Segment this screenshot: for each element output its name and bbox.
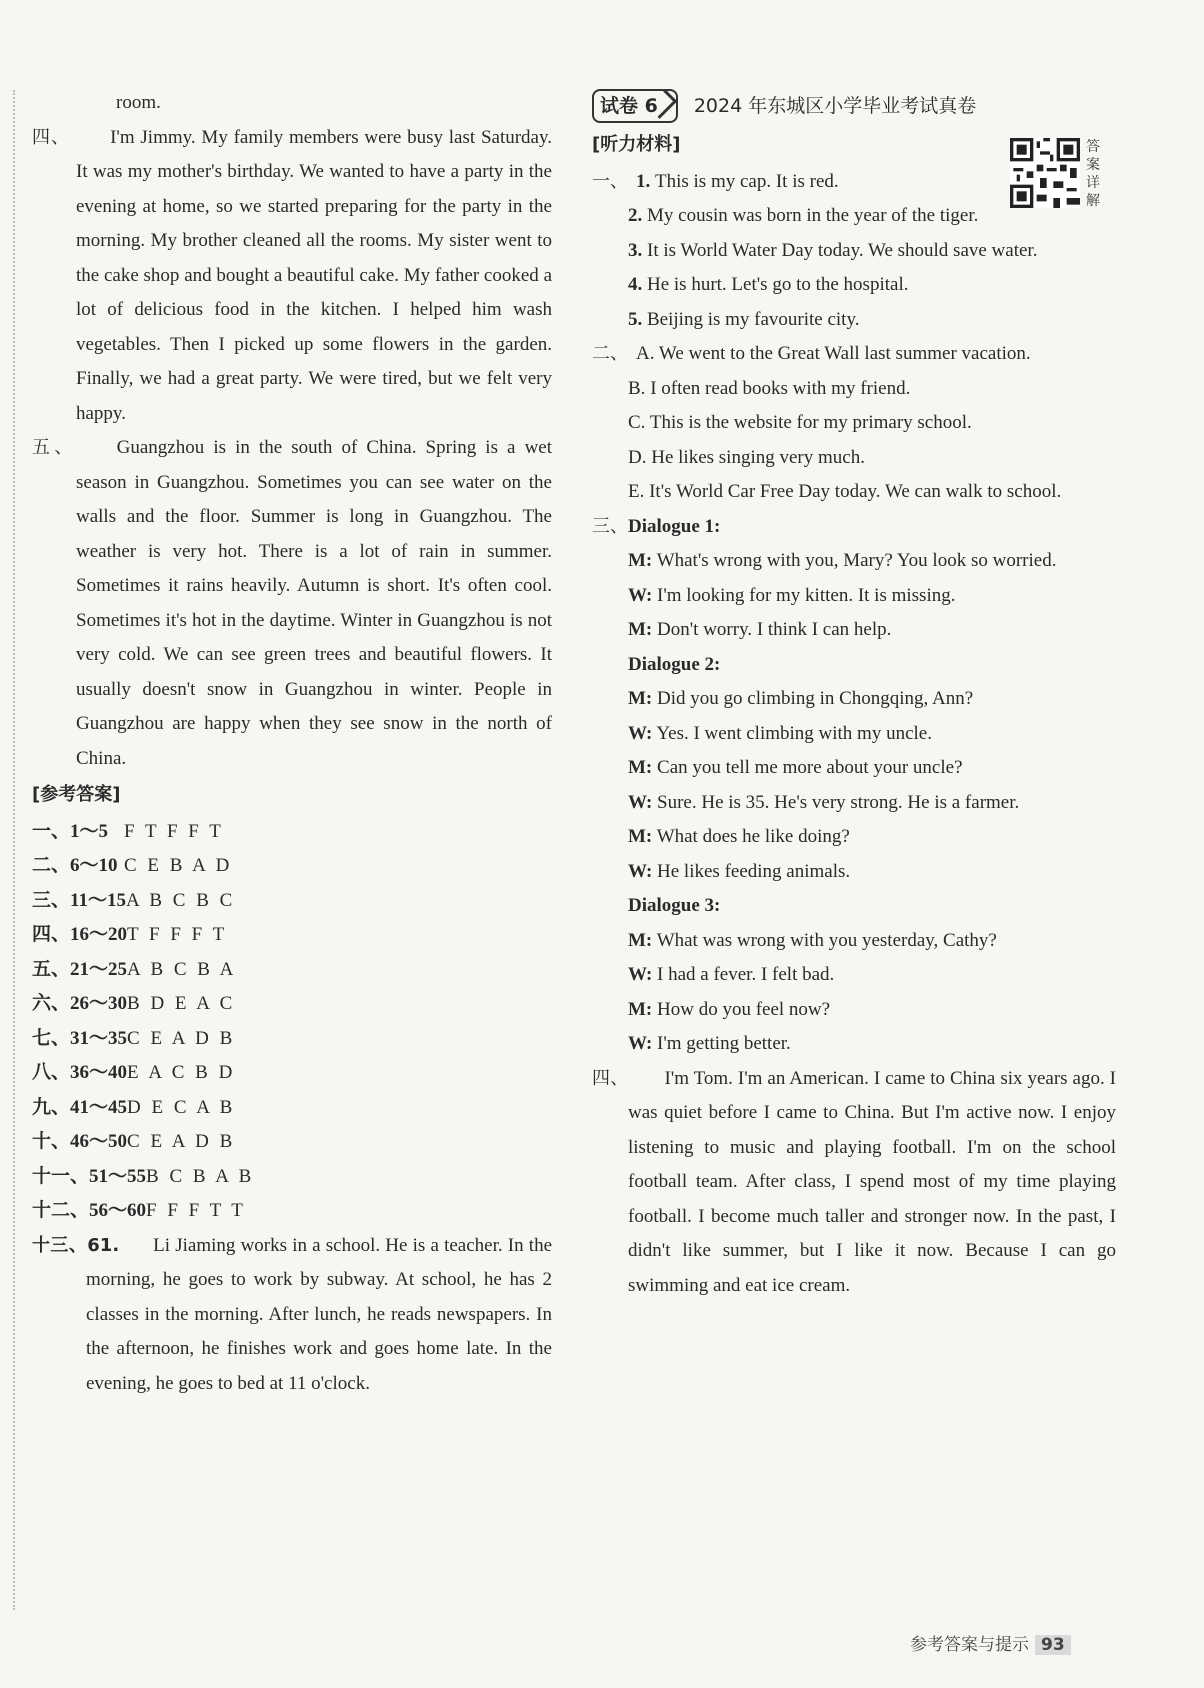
right-section-4-text: I'm Tom. I'm an American. I came to China six years ago. I was quiet before I came to China. But I'm active now. I enjoy listening to music and playing football. I'm on the school football team. After class, I spend most of my time playing football. I become much taller and stronger now. In the past, I didn't like summer, but I like it now. Because I can go swimming and eat ice cream. — [628, 1067, 1117, 1296]
answer-value: D E C A B — [127, 1096, 236, 1118]
line-text: Did you go climbing in Chongqing, Ann? — [657, 688, 974, 709]
line-text: Yes. I went climbing with my uncle. — [656, 722, 932, 744]
answer-value: F T F F T — [124, 820, 224, 842]
dialogue-line — [592, 544, 1116, 579]
item-text: We went to the Great Wall last summer vacation. — [658, 343, 1031, 364]
dialogue-line — [592, 717, 1116, 752]
speaker: W: — [628, 860, 653, 882]
dialogue-title: Dialogue 1: — [628, 515, 721, 537]
right-section-4-passage — [592, 1062, 1116, 1304]
line-text: I had a fever. I felt bad. — [657, 964, 835, 985]
dialogue-line — [592, 613, 1116, 648]
answer-range: 七、31～35 — [32, 1027, 128, 1049]
item-text: It's World Car Free Day today. We can walk to school. — [649, 481, 1062, 502]
item-text: He likes singing very much. — [651, 446, 865, 468]
line-text: Don't worry. I think I can help. — [657, 619, 892, 640]
item-number: 2. — [628, 205, 643, 226]
answer-row — [32, 849, 552, 884]
answer-row — [32, 1091, 552, 1126]
speaker: M: — [628, 757, 653, 778]
speaker: W: — [628, 584, 653, 606]
exam-header — [592, 86, 1116, 126]
listening-item — [592, 337, 1116, 372]
margin-dotted-line — [13, 90, 15, 1610]
answer-range: 六、26～30 — [32, 993, 128, 1014]
dialogue-title: Dialogue 2: — [628, 653, 721, 675]
section-4-label: 四、 — [32, 126, 71, 148]
speaker: M: — [628, 929, 653, 951]
section-4-passage — [32, 121, 552, 432]
dialogue-line — [592, 993, 1116, 1028]
answer-value: B D E A C — [127, 993, 236, 1014]
answers-list — [32, 815, 552, 1229]
right-column — [592, 86, 1116, 1303]
answer-range: 十二、56～60 — [32, 1200, 147, 1221]
speaker: W: — [628, 1033, 653, 1054]
speaker: M: — [628, 550, 653, 571]
speaker: M: — [628, 826, 653, 847]
item-letter: A. — [636, 343, 655, 364]
exam-title: 2024 年东城区小学毕业考试真卷 — [693, 94, 977, 117]
dialogue-line — [592, 682, 1116, 717]
listening-part-3 — [592, 510, 1116, 1062]
answer-row — [32, 1160, 552, 1195]
qr-code-icon[interactable] — [1010, 138, 1080, 208]
dialogue-line — [592, 579, 1116, 614]
listening-item — [592, 475, 1116, 510]
answer-value: C E A D B — [127, 1027, 236, 1049]
answer-row — [32, 1194, 552, 1229]
answer-value: B C B A B — [146, 1165, 255, 1187]
item-letter: D. — [628, 446, 647, 468]
speaker: W: — [628, 722, 653, 744]
dialogue-line — [592, 1027, 1116, 1062]
dialogue-line — [592, 786, 1116, 821]
item-letter: E. — [628, 481, 645, 502]
answer-range: 四、16～20 — [32, 924, 128, 945]
listening-part-2 — [592, 337, 1116, 510]
item-text: This is the website for my primary school. — [649, 412, 972, 433]
speaker: W: — [628, 964, 653, 985]
line-text: I'm looking for my kitten. It is missing. — [657, 584, 956, 606]
dialogue-title-row — [592, 510, 1116, 545]
part-3-label: 三、 — [592, 515, 628, 537]
answer-value: T F F F T — [127, 924, 228, 945]
item-number: 1. — [636, 170, 651, 192]
item-letter: C. — [628, 412, 646, 433]
item-text: Beijing is my favourite city. — [647, 308, 860, 330]
section-5-passage — [32, 431, 552, 776]
answer-range: 十、46～50 — [32, 1131, 128, 1152]
answer-row — [32, 987, 552, 1022]
line-text: Sure. He is 35. He's very strong. He is a farmer. — [657, 791, 1020, 813]
section-4-text: I'm Jimmy. My family members were busy last Saturday. It was my mother's birthday. We wanted to have a party in the evening at home, so we started preparing for the party in the morning. My brother cleaned all the rooms. My sister went to the cake shop and bought a beautiful cake. My father cooked a lot of delicious food in the kitchen. I helped him wash vegetables. Then I picked up some flowers in the garden. Finally, we had a great party. We were tired, but we felt very happy. — [76, 126, 553, 424]
answer-range: 二、6～10 — [32, 855, 118, 876]
footer-text: 参考答案与提示 — [910, 1635, 1029, 1655]
dialogue-line — [592, 820, 1116, 855]
answer-range: 五、21～25 — [32, 958, 128, 980]
listening-item — [592, 234, 1116, 269]
left-column — [32, 86, 552, 1401]
qr-label: 答案详解 — [1086, 139, 1100, 209]
dialogue-title: Dialogue 3: — [628, 895, 721, 916]
line-text: He likes feeding animals. — [657, 860, 851, 882]
dialogue-title-row — [592, 648, 1116, 683]
item-number: 4. — [628, 274, 643, 295]
dialogue-line — [592, 855, 1116, 890]
answer-row — [32, 815, 552, 850]
dialogue-line — [592, 751, 1116, 786]
answer-range: 九、41～45 — [32, 1096, 128, 1118]
exam-badge: 试卷 6 — [592, 89, 678, 123]
item-text: My cousin was born in the year of the tiger. — [647, 205, 979, 226]
item-number: 5. — [628, 308, 643, 330]
item-letter: B. — [628, 377, 646, 399]
listening-item — [592, 406, 1116, 441]
dialogue-line — [592, 924, 1116, 959]
section-13-label: 十三、61. — [32, 1234, 120, 1256]
listening-item — [592, 268, 1116, 303]
line-text: What was wrong with you yesterday, Cathy? — [656, 929, 997, 951]
speaker: M: — [628, 688, 653, 709]
part-1-label: 一、 — [592, 170, 628, 192]
answer-value: C E A D B — [127, 1131, 236, 1152]
right-section-4-label: 四、 — [592, 1067, 629, 1089]
answer-range: 八、36～40 — [32, 1062, 128, 1083]
answer-value: E A C B D — [127, 1062, 236, 1083]
item-text: I often read books with my friend. — [650, 377, 911, 399]
speaker: M: — [628, 998, 653, 1020]
line-text: How do you feel now? — [657, 998, 831, 1020]
section-5-text: Guangzhou is in the south of China. Spring is a wet season in Guangzhou. Sometimes you can see water on the walls and the floor. Summer is long in Guangzhou. The weather is very hot. There is a lot of rain in summer. Sometimes it rains heavily. Autumn is short. It's often cool. Sometimes it's hot in the daytime. Winter in Guangzhou is not very cold. We can see green trees and beautiful flowers. It usually doesn't snow in Guangzhou in winter. People in Guangzhou are happy when they see snow in the north of China. — [76, 437, 552, 769]
continued-line: room. — [116, 92, 161, 113]
item-text: This is my cap. It is red. — [655, 170, 839, 192]
listening-item — [592, 441, 1116, 476]
line-text: What's wrong with you, Mary? You look so worried. — [656, 550, 1057, 571]
line-text: What does he like doing? — [656, 826, 850, 847]
dialogue-line — [592, 958, 1116, 993]
part-2-label: 二、 — [592, 343, 628, 364]
page-footer — [910, 1630, 1071, 1655]
item-text: He is hurt. Let's go to the hospital. — [647, 274, 909, 295]
line-text: Can you tell me more about your uncle? — [657, 757, 963, 778]
answer-row — [32, 1022, 552, 1057]
answer-row — [32, 1125, 552, 1160]
listening-heading: [听力材料] — [592, 134, 681, 155]
answer-row — [32, 1056, 552, 1091]
section-13-passage — [32, 1229, 552, 1402]
listening-item — [592, 372, 1116, 407]
line-text: I'm getting better. — [657, 1033, 791, 1054]
speaker: M: — [628, 619, 653, 640]
speaker: W: — [628, 791, 653, 813]
item-text: It is World Water Day today. We should save water. — [647, 239, 1038, 261]
answer-value: A B C B C — [125, 889, 236, 911]
answer-value: C E B A D — [124, 855, 233, 876]
answer-range: 三、11～15 — [32, 889, 126, 911]
answer-row — [32, 953, 552, 988]
answers-heading: [参考答案] — [32, 784, 121, 805]
section-13-text: Li Jiaming works in a school. He is a teacher. In the morning, he goes to work by subway. At school, he has 2 classes in the morning. After lunch, he reads newspapers. In the afternoon, he finishes work and goes home late. In the evening, he goes to bed at 11 o'clock. — [86, 1234, 552, 1394]
item-number: 3. — [628, 239, 643, 261]
answer-range: 十一、51～55 — [32, 1165, 147, 1187]
section-5-label: 五、 — [32, 437, 77, 458]
answer-range: 一、1～5 — [32, 820, 109, 842]
answer-row — [32, 918, 552, 953]
page-number: 93 — [1035, 1635, 1071, 1655]
answer-row — [32, 884, 552, 919]
listening-item — [592, 303, 1116, 338]
dialogue-title-row — [592, 889, 1116, 924]
answer-value: F F F T T — [146, 1200, 246, 1221]
answer-value: A B C B A — [127, 958, 237, 980]
